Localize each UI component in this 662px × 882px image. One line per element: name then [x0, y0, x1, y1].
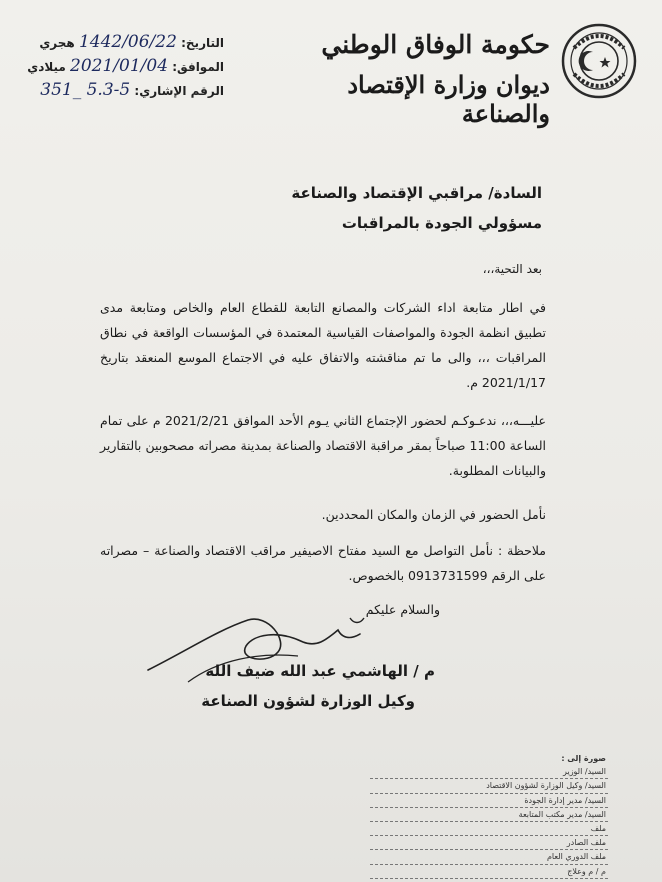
ref-label: الرقم الإشاري:: [134, 84, 224, 98]
date-hijri-value: 1442/06/22: [78, 32, 177, 52]
signatory-title: وكيل الوزارة لشؤون الصناعة: [201, 692, 415, 710]
paragraph-attendance: نأمل الحضور في الزمان والمكان المحددين.: [321, 507, 546, 522]
reference-number: [24, 80, 224, 100]
addressee-line-1: [290, 184, 542, 202]
copy-item: م / م وعلاج: [370, 865, 608, 879]
ref-value: 351_ 5.3-5: [40, 80, 131, 100]
addressee-prefix: السادة/: [488, 184, 542, 202]
date-hijri: [24, 32, 224, 52]
paragraph-intro: في اطار متابعة اداء الشركات والمصانع التابعة للقطاع العام والخاص ومتابعة مدى تطبيق انظمة الجودة والمواصفات القياسية المعتمدة في المؤسسات الواقعة في نطاق المراقبات ،،، والى ما تم مناقشته والاتفاق عليه في الاجتماع الموسع المنعقد بتاريخ 2021/1/17 م.: [100, 300, 546, 390]
ministry-seal: [560, 22, 638, 100]
copies-title: صورة إلى :: [561, 754, 606, 763]
addressee-line-2: مسؤولي الجودة بالمراقبات: [341, 214, 542, 232]
paragraph-invitation: عليـــه،،، ندعـوكـم لحضور الإجتماع الثاني يـوم الأحد الموافق 2021/2/21 م على تمام الساعة 11:00 صباحاً بمقر مراقبة الاقتصاد والصناعة بمدينة مصراته مصحوبين بالتقارير والبيانات المطلوبة.: [100, 413, 547, 478]
signatory-name: م / الهاشمي عبد الله ضيف الله: [205, 662, 435, 680]
copy-item: السيد/ وكيل الوزارة لشؤون الاقتصاد: [370, 779, 608, 793]
copy-item: ملف الصادر: [370, 836, 608, 850]
paragraph-note: ملاحظة : نأمل التواصل مع السيد مفتاح الاصيفير مراقب الاقتصاد والصناعة – مصراته على الرقم 0913731599 بالخصوص.: [100, 543, 546, 583]
date-hijri-suffix: هجري: [39, 36, 75, 50]
copies-list: [370, 752, 608, 879]
date-gregorian: [24, 56, 224, 76]
ministry-name: ديوان وزارة الإقتصاد والصناعة: [347, 70, 550, 128]
greeting: بعد التحية،،،: [482, 262, 542, 276]
date-greg-suffix: ميلادي: [27, 60, 66, 74]
closing-salutation: والسلام عليكم: [365, 602, 440, 617]
copy-item: السيد/ مدير إدارة الجودة: [370, 794, 608, 808]
copy-item: السيد/ الوزير: [370, 765, 608, 779]
government-name: حكومة الوفاق الوطني: [321, 30, 550, 59]
copy-item: السيد/ مدير مكتب المتابعة: [370, 808, 608, 822]
copy-item: ملف الدوري العام: [370, 850, 608, 864]
date-greg-value: 2021/01/04: [70, 56, 169, 76]
date-hijri-label: التاريخ:: [181, 36, 224, 50]
copy-item: ملف: [370, 822, 608, 836]
date-greg-label: الموافق:: [172, 60, 224, 74]
addressee-name: مراقبي الإقتصاد والصناعة: [291, 184, 484, 202]
